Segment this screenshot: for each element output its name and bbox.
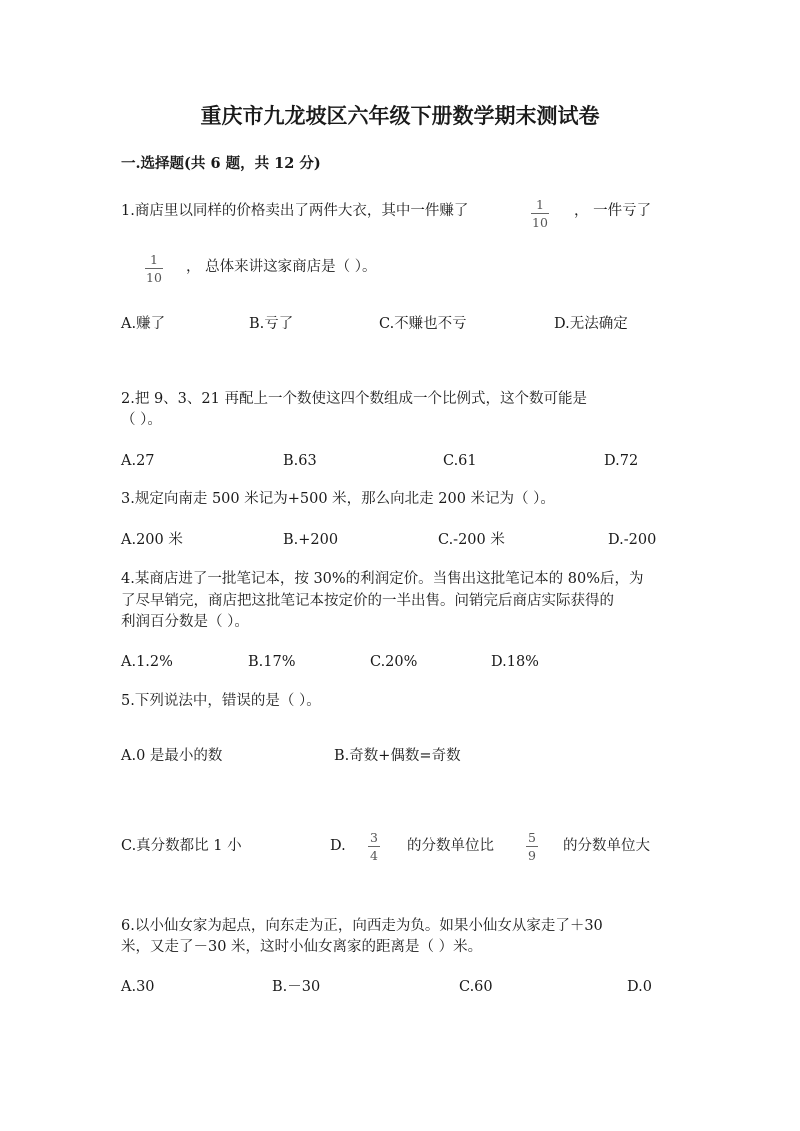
q2-option-a: A.27 bbox=[121, 453, 155, 469]
q1-fraction-2 bbox=[145, 252, 163, 285]
fraction-numerator: 1 bbox=[149, 252, 158, 267]
q5-option-d-suffix: 的分数单位大 bbox=[563, 838, 650, 854]
q5-text: 5.下列说法中，错误的是（ ）。 bbox=[121, 693, 321, 709]
q5-option-d-prefix: D. bbox=[330, 838, 346, 854]
q4-line-2: 了尽早销完，商店把这批笔记本按定价的一半出售。问销完后商店实际获得的 bbox=[121, 593, 614, 609]
q1-text-c: ， 总体来讲这家商店是（ ）。 bbox=[186, 259, 377, 275]
q4-option-b: B.17% bbox=[248, 654, 296, 670]
q3-option-d: D.-200 bbox=[608, 532, 657, 548]
q2-line-1: 2.把 9、3、21 再配上一个数使这四个数组成一个比例式，这个数可能是 bbox=[121, 391, 587, 407]
page-title: 重庆市九龙坡区六年级下册数学期末测试卷 bbox=[200, 103, 600, 128]
q4-option-d: D.18% bbox=[491, 654, 539, 670]
q1-option-d: D.无法确定 bbox=[554, 316, 628, 332]
q6-line-1: 6.以小仙女家为起点，向东走为正，向西走为负。如果小仙女从家走了＋30 bbox=[121, 918, 603, 934]
q3-text: 3.规定向南走 500 米记为+500 米，那么向北走 200 米记为（ ）。 bbox=[121, 491, 555, 507]
q6-option-d: D.0 bbox=[627, 979, 652, 995]
q6-option-a: A.30 bbox=[121, 979, 155, 995]
fraction-denominator: 9 bbox=[528, 848, 536, 863]
q2-option-d: D.72 bbox=[604, 453, 639, 469]
q5-option-b: B.奇数+偶数=奇数 bbox=[334, 748, 461, 764]
q5-fraction-3-4 bbox=[368, 830, 380, 863]
q3-option-c: C.-200 米 bbox=[438, 532, 505, 548]
q5-option-c: C.真分数都比 1 小 bbox=[121, 838, 242, 854]
q1-text-a: 1.商店里以同样的价格卖出了两件大衣，其中一件赚了 bbox=[121, 203, 469, 219]
fraction-numerator: 3 bbox=[370, 830, 378, 845]
q6-option-b: B.－30 bbox=[272, 979, 321, 995]
q2-line-2: （ ）。 bbox=[121, 412, 162, 428]
fraction-denominator: 10 bbox=[146, 270, 162, 285]
q6-option-c: C.60 bbox=[459, 979, 493, 995]
q3-option-b: B.+200 bbox=[283, 532, 339, 548]
q1-option-a: A.赚了 bbox=[121, 316, 166, 332]
q4-option-c: C.20% bbox=[370, 654, 418, 670]
q4-option-a: A.1.2% bbox=[121, 654, 173, 670]
q5-option-d-middle: 的分数单位比 bbox=[407, 838, 494, 854]
q3-option-a: A.200 米 bbox=[121, 532, 183, 548]
q2-option-b: B.63 bbox=[283, 453, 317, 469]
q5-fraction-5-9 bbox=[526, 830, 538, 863]
section-heading: 一.选择题(共 6 题，共 12 分) bbox=[121, 155, 321, 172]
fraction-denominator: 10 bbox=[532, 215, 548, 230]
fraction-numerator: 1 bbox=[535, 197, 544, 212]
q1-text-b: ， 一件亏了 bbox=[574, 203, 652, 219]
fraction-denominator: 4 bbox=[370, 848, 378, 863]
q2-option-c: C.61 bbox=[443, 453, 477, 469]
q5-option-a: A.0 是最小的数 bbox=[121, 748, 223, 764]
q4-line-3: 利润百分数是（ ）。 bbox=[121, 614, 249, 630]
q4-line-1: 4.某商店进了一批笔记本，按 30%的利润定价。当售出这批笔记本的 80%后，为 bbox=[121, 571, 644, 587]
q1-fraction-1 bbox=[531, 197, 549, 230]
q1-option-b: B.亏了 bbox=[249, 316, 294, 332]
q1-option-c: C.不赚也不亏 bbox=[379, 316, 467, 332]
fraction-numerator: 5 bbox=[528, 830, 536, 845]
q6-line-2: 米，又走了－30 米，这时小仙女离家的距离是（ ）米。 bbox=[121, 939, 483, 955]
